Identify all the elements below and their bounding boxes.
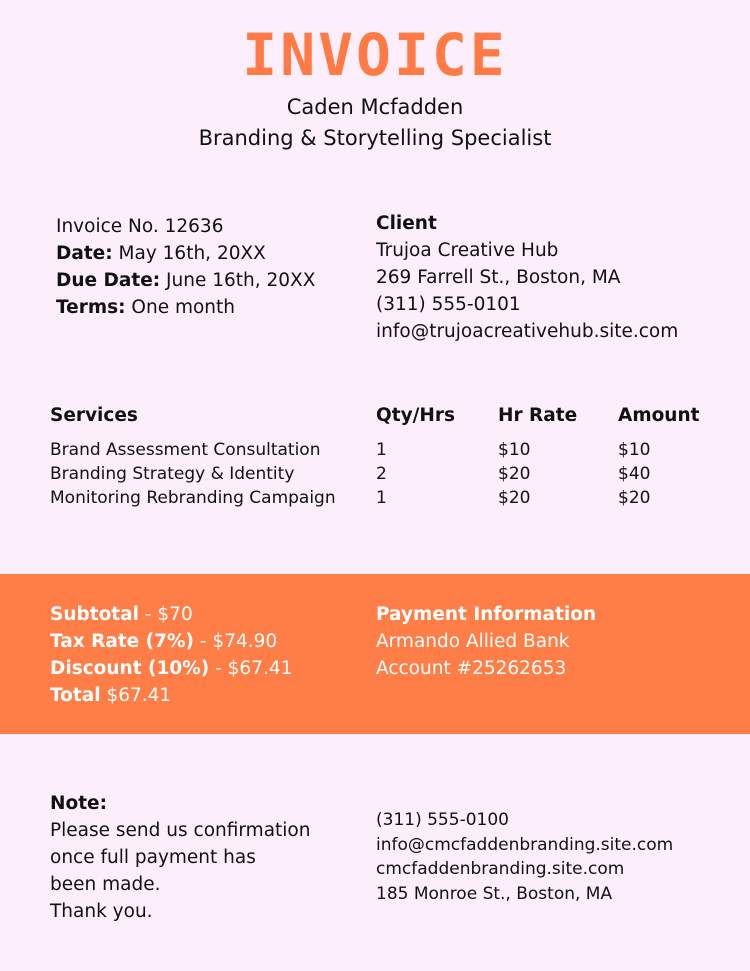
sender-name: Caden Mcfadden [286, 95, 464, 119]
rate-header: Hr Rate [498, 405, 578, 426]
client-block [376, 210, 678, 345]
due-date-value: June 16th, 20XX [166, 270, 316, 291]
discount-line [50, 655, 292, 682]
invoice-number: Invoice No. 12636 [56, 216, 224, 237]
contact-block [376, 808, 673, 906]
discount-label: Discount (10%) [50, 658, 210, 679]
service-rate: $10 [498, 440, 531, 460]
tax-label: Tax Rate (7%) [50, 631, 194, 652]
services-header: Services [50, 405, 138, 426]
service-item: Brand Assessment Consultation [50, 440, 321, 460]
rate-column [498, 404, 577, 510]
note-line: been made. [50, 874, 161, 895]
tax-line [50, 628, 292, 655]
qty-header: Qty/Hrs [376, 405, 456, 426]
invoice-title: INVOICE [242, 21, 508, 89]
service-item: Branding Strategy & Identity [50, 464, 295, 484]
discount-value: - $67.41 [215, 658, 293, 679]
client-name: Trujoa Creative Hub [376, 240, 559, 261]
note-line: Please send us confirmation [50, 820, 311, 841]
due-date-label: Due Date: [56, 270, 161, 291]
contact-address: 185 Monroe St., Boston, MA [376, 883, 613, 904]
client-address: 269 Farrell St., Boston, MA [376, 267, 621, 288]
service-amount: $10 [618, 440, 651, 460]
amount-header: Amount [618, 405, 700, 426]
client-email: info@trujoacreativehub.site.com [376, 321, 679, 342]
service-amount: $40 [618, 464, 651, 484]
contact-phone: (311) 555-0100 [376, 810, 509, 830]
payment-block [376, 601, 596, 682]
payment-heading: Payment Information [376, 604, 597, 625]
tax-value: - $74.90 [199, 631, 278, 652]
invoice-terms [56, 294, 315, 321]
note-heading: Note: [50, 793, 107, 814]
service-rate: $20 [498, 488, 531, 508]
terms-value: One month [131, 297, 236, 318]
totals-block [50, 601, 292, 709]
note-line: Thank you. [50, 901, 153, 922]
total-value: $67.41 [106, 685, 172, 706]
invoice-details [56, 213, 315, 321]
payment-bank: Armando Allied Bank [376, 631, 570, 652]
service-qty: 2 [376, 464, 387, 484]
service-rate: $20 [498, 464, 531, 484]
invoice-date [56, 240, 315, 267]
note-block [50, 790, 310, 925]
invoice-due-date [56, 267, 315, 294]
service-item: Monitoring Rebranding Campaign [50, 488, 336, 508]
date-label: Date: [56, 243, 113, 264]
client-phone: (311) 555-0101 [376, 294, 521, 315]
date-value: May 16th, 20XX [118, 243, 266, 264]
note-line: once full payment has [50, 847, 256, 868]
subtotal-value: - $70 [144, 604, 193, 625]
total-label: Total [50, 685, 101, 706]
qty-column [376, 404, 455, 510]
total-line [50, 682, 292, 709]
client-heading: Client [376, 213, 437, 234]
service-qty: 1 [376, 440, 387, 460]
payment-account: Account #25262653 [376, 658, 567, 679]
contact-email: info@cmcfaddenbranding.site.com [376, 834, 674, 855]
amount-column [618, 404, 700, 510]
terms-label: Terms: [56, 297, 126, 318]
subtotal-line [50, 601, 292, 628]
service-qty: 1 [376, 488, 387, 508]
contact-website: cmcfaddenbranding.site.com [376, 859, 625, 879]
sender-role: Branding & Storytelling Specialist [198, 126, 552, 150]
services-column [50, 404, 336, 510]
service-amount: $20 [618, 488, 651, 508]
subtotal-label: Subtotal [50, 604, 139, 625]
